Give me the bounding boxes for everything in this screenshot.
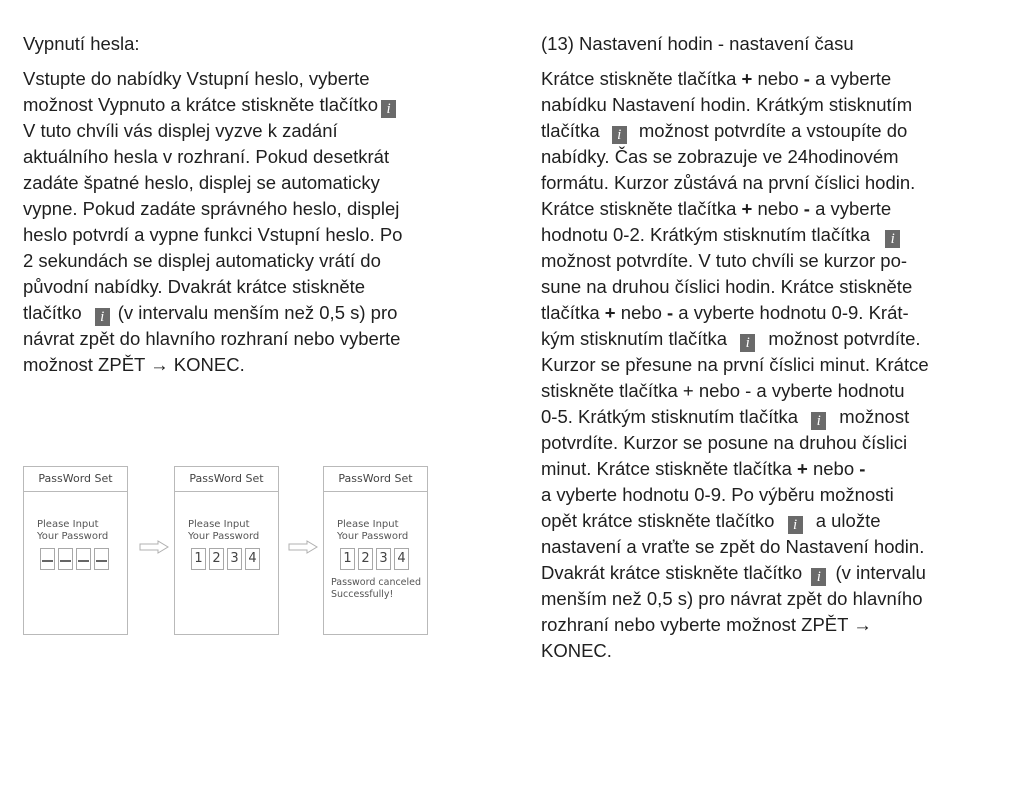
screen-prompt: Please Input Your Password: [37, 519, 109, 542]
text-line: formátu. Kurzor zůstává na první číslici hodin.: [541, 172, 916, 193]
info-button-icon: [95, 308, 110, 326]
info-button-icon: [811, 412, 826, 430]
section-heading: Vypnutí hesla:: [23, 33, 140, 54]
hollow-arrow-right-icon: [139, 540, 169, 554]
digit-slot: 2: [209, 548, 224, 570]
text-line: Kurzor se přesune na první číslici minut. Krátce: [541, 354, 929, 375]
text-line: Vstupte do nabídky Vstupní heslo, vyberte: [23, 68, 370, 89]
screen-title: PassWord Set: [24, 467, 127, 492]
text-line: nastavení a vraťte se zpět do Nastavení hodin.: [541, 536, 925, 557]
text-line: KONEC.: [541, 640, 612, 661]
password-screen-empty: [23, 466, 128, 635]
section-heading: (13) Nastavení hodin - nastavení času: [541, 33, 854, 54]
digit-slot: [94, 548, 109, 570]
info-button-icon: [788, 516, 803, 534]
digit-slot: 4: [394, 548, 409, 570]
text-line: V tuto chvíli vás displej vyzve k zadání: [23, 120, 338, 141]
text-line: potvrdíte. Kurzor se posune na druhou číslici: [541, 432, 908, 453]
text-line: Krátce stiskněte tlačítka + nebo - a vyberte: [541, 68, 892, 89]
text-line: nabídky. Čas se zobrazuje ve 24hodinovém: [541, 146, 899, 167]
hollow-arrow-right-icon: [288, 540, 318, 554]
screen-title: PassWord Set: [324, 467, 427, 492]
text-line: opět krátce stiskněte tlačítko i a uložte: [541, 509, 881, 534]
text-line: kým stisknutím tlačítka i možnost potvrdíte.: [541, 327, 921, 352]
password-screen-canceled: [323, 466, 428, 635]
empty-digit-dash: [96, 560, 107, 562]
digit-slot: 1: [191, 548, 206, 570]
text-line: nabídku Nastavení hodin. Krátkým stisknutím: [541, 94, 913, 115]
text-line: hodnotu 0-2. Krátkým stisknutím tlačítka i: [541, 223, 903, 248]
digit-slot: 1: [340, 548, 355, 570]
password-digits: [191, 548, 260, 570]
digit-slot: [40, 548, 55, 570]
digit-slot: 3: [227, 548, 242, 570]
text-line: Krátce stiskněte tlačítka + nebo - a vyberte: [541, 198, 892, 219]
text-line: menším než 0,5 s) pro návrat zpět do hlavního: [541, 588, 923, 609]
text-line: tlačítka i možnost potvrdíte a vstoupíte do: [541, 119, 907, 144]
text-line: 2 sekundách se displej automaticky vrátí do: [23, 250, 381, 271]
text-line: 0-5. Krátkým stisknutím tlačítka i možnost: [541, 405, 909, 430]
text-line: možnost ZPĚT → KONEC.: [23, 354, 245, 375]
password-digits: [40, 548, 109, 570]
info-button-icon: [885, 230, 900, 248]
text-line: návrat zpět do hlavního rozhraní nebo vyberte: [23, 328, 401, 349]
password-screen-entered: [174, 466, 279, 635]
empty-digit-dash: [78, 560, 89, 562]
digit-slot: 3: [376, 548, 391, 570]
screen-title: PassWord Set: [175, 467, 278, 492]
text-line: původní nabídky. Dvakrát krátce stiskněte: [23, 276, 366, 297]
password-digits: [340, 548, 409, 570]
text-line: možnost potvrdíte. V tuto chvíli se kurzor po-: [541, 250, 908, 271]
empty-digit-dash: [42, 560, 53, 562]
text-line: Dvakrát krátce stiskněte tlačítko i (v intervalu: [541, 561, 926, 586]
screen-prompt: Please Input Your Password: [188, 519, 260, 542]
digit-slot: [58, 548, 73, 570]
info-button-icon: [811, 568, 826, 586]
info-button-icon: [612, 126, 627, 144]
text-line: sune na druhou číslici hodin. Krátce stiskněte: [541, 276, 913, 297]
empty-digit-dash: [60, 560, 71, 562]
text-line: heslo potvrdí a vypne funkci Vstupní heslo. Po: [23, 224, 403, 245]
text-line: zadáte špatné heslo, displej se automaticky: [23, 172, 380, 193]
text-line: stiskněte tlačítka + nebo - a vyberte hodnotu: [541, 380, 905, 401]
text-line: vypne. Pokud zadáte správného heslo, displej: [23, 198, 400, 219]
text-line: a vyberte hodnotu 0-9. Po výběru možnosti: [541, 484, 894, 505]
info-button-icon: [740, 334, 755, 352]
text-line: možnost Vypnuto a krátce stiskněte tlačítkoi: [23, 93, 399, 118]
digit-slot: 2: [358, 548, 373, 570]
text-line: minut. Krátce stiskněte tlačítka + nebo -: [541, 458, 866, 479]
info-button-icon: [381, 100, 396, 118]
text-line: tlačítko i (v intervalu menším než 0,5 s) pro: [23, 301, 397, 326]
cancel-status-message: Password canceled Successfully!: [331, 577, 422, 600]
text-line: aktuálního hesla v rozhraní. Pokud desetkrát: [23, 146, 390, 167]
digit-slot: 4: [245, 548, 260, 570]
text-line: tlačítka + nebo - a vyberte hodnotu 0-9. Krát-: [541, 302, 909, 323]
screen-prompt: Please Input Your Password: [337, 519, 409, 542]
text-line: rozhraní nebo vyberte možnost ZPĚT →: [541, 614, 872, 635]
digit-slot: [76, 548, 91, 570]
